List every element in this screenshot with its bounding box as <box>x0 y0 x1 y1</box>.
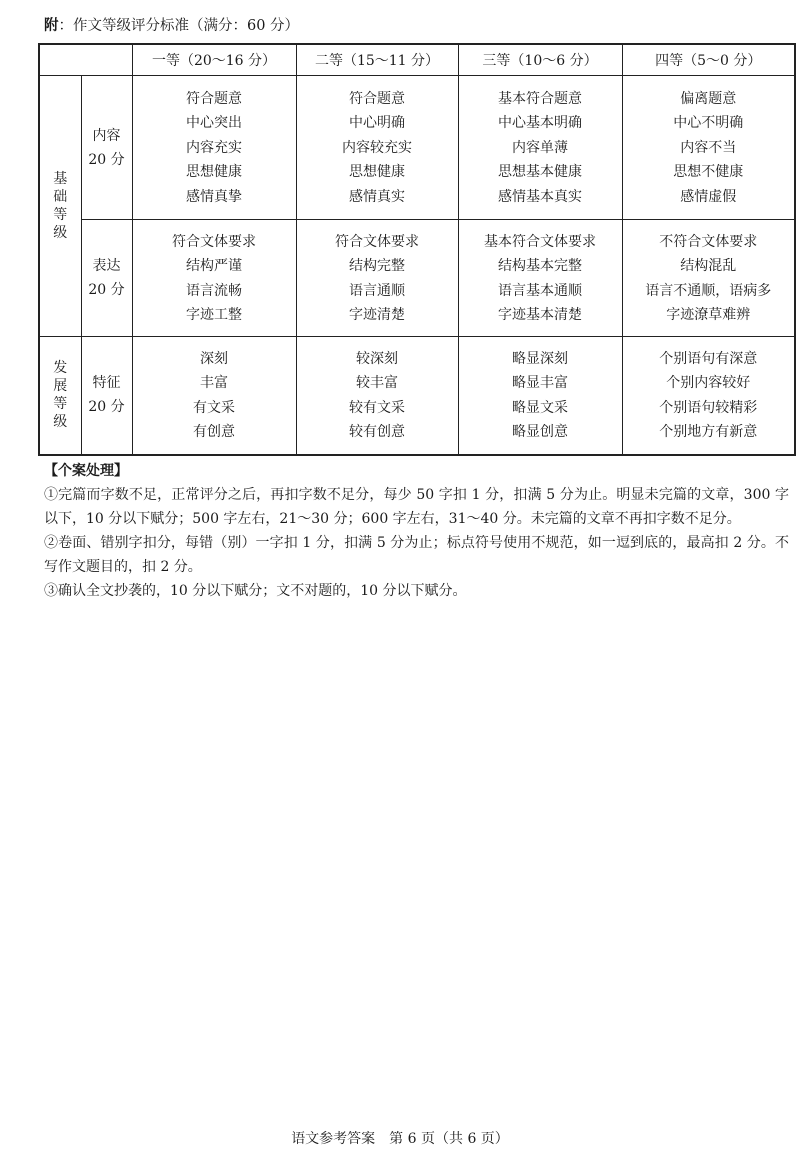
appendix-heading <box>44 17 299 35</box>
expression-grade1-cell <box>132 220 296 337</box>
content-grade1-cell <box>132 76 296 220</box>
criterion-text: 语言通顺 <box>349 282 405 299</box>
criterion-text: 结构混乱 <box>680 258 737 274</box>
criterion-text: 丰富 <box>200 375 228 392</box>
feature-grade2-cell <box>296 337 458 455</box>
criterion-text: 个别内容较好 <box>666 375 751 392</box>
case-handling-item-1: ①完篇而字数不足，正常评分之后，再扣字数不足分，每少 50 字扣 1 分，扣满 5 分为止。明显未完篇的文章，300 字以下，10 分以下赋分；500 字左右，21～30 分；600 字左右，31～40 分。未完篇的文章不再扣字数不足分。 <box>44 487 789 527</box>
criterion-text: 个别语句较精彩 <box>659 399 758 416</box>
criterion-text: 思想健康 <box>186 164 242 181</box>
criterion-text: 感情真实 <box>349 188 405 205</box>
criterion-text: 基本符合文体要求 <box>484 233 596 250</box>
criterion-text: 基本符合题意 <box>498 90 582 107</box>
criterion-text: 字迹工整 <box>186 307 242 323</box>
criterion-text: 结构完整 <box>349 258 405 274</box>
content-row <box>39 76 795 220</box>
criterion-text: 结构基本完整 <box>498 258 582 274</box>
expression-grade2-cell <box>296 220 458 337</box>
criterion-text: 思想基本健康 <box>498 164 582 181</box>
feature-criterion-name: 特征 <box>92 375 121 392</box>
criterion-text: 个别语句有深意 <box>659 350 758 367</box>
criterion-text: 感情基本真实 <box>498 188 582 205</box>
criterion-text: 内容充实 <box>186 139 242 156</box>
criterion-text: 感情真挚 <box>186 188 242 205</box>
feature-grade1-cell <box>132 337 296 455</box>
criterion-text: 结构严谨 <box>186 258 242 274</box>
criterion-text: 有创意 <box>193 424 235 441</box>
criterion-text: 符合题意 <box>186 90 242 107</box>
criterion-text: 内容单薄 <box>512 139 568 156</box>
basic-level-label: 基础等级 <box>53 171 68 241</box>
criterion-text: 字迹潦草难辨 <box>666 307 751 323</box>
development-level-group-cell <box>39 337 81 455</box>
criterion-text: 偏离题意 <box>680 90 737 107</box>
development-level-label: 发展等级 <box>53 360 68 431</box>
criterion-text: 语言流畅 <box>186 282 242 299</box>
criterion-text: 内容较充实 <box>342 139 412 156</box>
expression-criterion-cell <box>81 220 132 337</box>
criterion-text: 中心明确 <box>349 115 405 132</box>
feature-criterion-cell <box>81 337 132 455</box>
feature-grade3-cell <box>458 337 622 455</box>
feature-grade4-cell <box>622 337 795 455</box>
criterion-text: 不符合文体要求 <box>659 233 758 250</box>
criterion-text: 内容不当 <box>680 139 737 156</box>
criterion-text: 略显深刻 <box>512 350 568 367</box>
expression-grade4-cell <box>622 220 795 337</box>
content-criterion-cell <box>81 76 132 220</box>
criterion-text: 中心不明确 <box>673 115 744 132</box>
criterion-text: 较有文采 <box>349 399 405 416</box>
criterion-text: 符合题意 <box>349 90 405 107</box>
grade-header-row <box>39 44 795 76</box>
case-handling-section <box>44 459 789 603</box>
expression-criterion-score: 20 分 <box>88 282 125 298</box>
criterion-text: 思想不健康 <box>673 164 744 181</box>
feature-row <box>39 337 795 455</box>
criterion-text: 语言不通顺，语病多 <box>645 282 772 299</box>
criterion-text: 有文采 <box>193 399 235 416</box>
criterion-text: 较深刻 <box>356 350 398 367</box>
criterion-text: 略显丰富 <box>512 375 568 392</box>
criterion-text: 符合文体要求 <box>172 233 256 250</box>
expression-row <box>39 220 795 337</box>
criterion-text: 字迹清楚 <box>349 307 405 323</box>
criterion-text: 符合文体要求 <box>335 233 419 250</box>
criterion-text: 中心突出 <box>186 115 242 132</box>
criterion-text: 中心基本明确 <box>498 115 582 132</box>
criterion-text: 语言基本通顺 <box>498 282 582 299</box>
content-criterion-score: 20 分 <box>88 151 125 168</box>
criterion-text: 感情虚假 <box>680 188 737 205</box>
appendix-title: ：作文等级评分标准（满分：60 分） <box>58 18 300 34</box>
criterion-text: 较有创意 <box>349 424 405 441</box>
criterion-text: 字迹基本清楚 <box>498 307 582 323</box>
criterion-text: 个别地方有新意 <box>659 424 758 441</box>
grading-table <box>38 43 796 456</box>
header-corner-cell <box>39 44 132 76</box>
appendix-prefix: 附 <box>44 17 59 34</box>
grade-header-1: 一等（20～16 分） <box>132 44 296 76</box>
feature-criterion-score: 20 分 <box>88 399 125 416</box>
expression-grade3-cell <box>458 220 622 337</box>
case-handling-item-3: ③确认全文抄袭的，10 分以下赋分；文不对题的，10 分以下赋分。 <box>44 583 467 599</box>
page-footer: 语文参考答案 第 6 页（共 6 页） <box>291 1131 509 1147</box>
grade-header-2: 二等（15～11 分） <box>296 44 458 76</box>
criterion-text: 思想健康 <box>349 164 405 181</box>
content-grade2-cell <box>296 76 458 220</box>
basic-level-group-cell <box>39 76 81 337</box>
grade-header-3: 三等（10～6 分） <box>458 44 622 76</box>
criterion-text: 深刻 <box>200 350 228 367</box>
case-handling-item-2: ②卷面、错别字扣分，每错（别）一字扣 1 分，扣满 5 分为止；标点符号使用不规范，如一逗到底的，最高扣 2 分。不写作文题目的，扣 2 分。 <box>44 535 789 575</box>
criterion-text: 略显创意 <box>512 424 568 441</box>
content-grade4-cell <box>622 76 795 220</box>
content-criterion-name: 内容 <box>92 127 121 144</box>
expression-criterion-name: 表达 <box>92 258 121 274</box>
criterion-text: 略显文采 <box>512 399 568 416</box>
criterion-text: 较丰富 <box>356 375 398 392</box>
content-grade3-cell <box>458 76 622 220</box>
grade-header-4: 四等（5～0 分） <box>622 44 795 76</box>
case-handling-title: 【个案处理】 <box>44 463 128 479</box>
